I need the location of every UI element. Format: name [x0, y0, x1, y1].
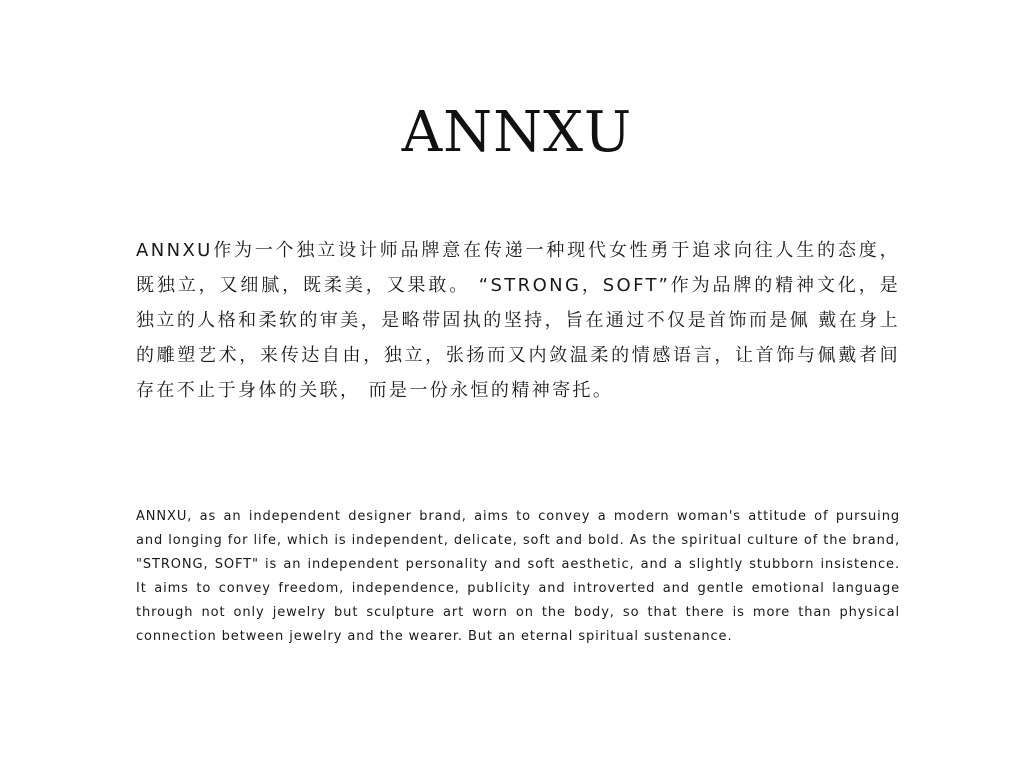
brand-description-chinese: ANNXU作为一个独立设计师品牌意在传递一种现代女性勇于追求向往人生的态度，既独立，又细腻，既柔美，又果敢。 “STRONG，SOFT”作为品牌的精神文化，是独立的人格和柔软的审美，是略带固执的坚持，旨在通过不仅是首饰而是佩 戴在身上的雕塑艺术，来传达自由，独立，张扬而又内敛温柔的情感语言，让首饰与佩戴者间存在不止于身体的关联， 而是一份永恒的精神寄托。 — [136, 240, 900, 401]
brand-logo: ANNXU — [401, 100, 633, 165]
logo-area — [0, 100, 1034, 166]
brand-description-english: ANNXU, as an independent designer brand, aims to convey a modern woman's attitude of pursuing and longing for life, which is independent, delicate, soft and bold. As the spiritual culture of the brand, "STRONG, SOFT" is an independent personality and soft aesthetic, and a slightly stubborn insistence. It aims to convey freedom, independence, publicity and introverted and gentle emotional language through not only jewelry but sculpture art worn on the body, so that there is more than physical connection between jewelry and the wearer. But an eternal spiritual sustenance. — [136, 509, 900, 644]
